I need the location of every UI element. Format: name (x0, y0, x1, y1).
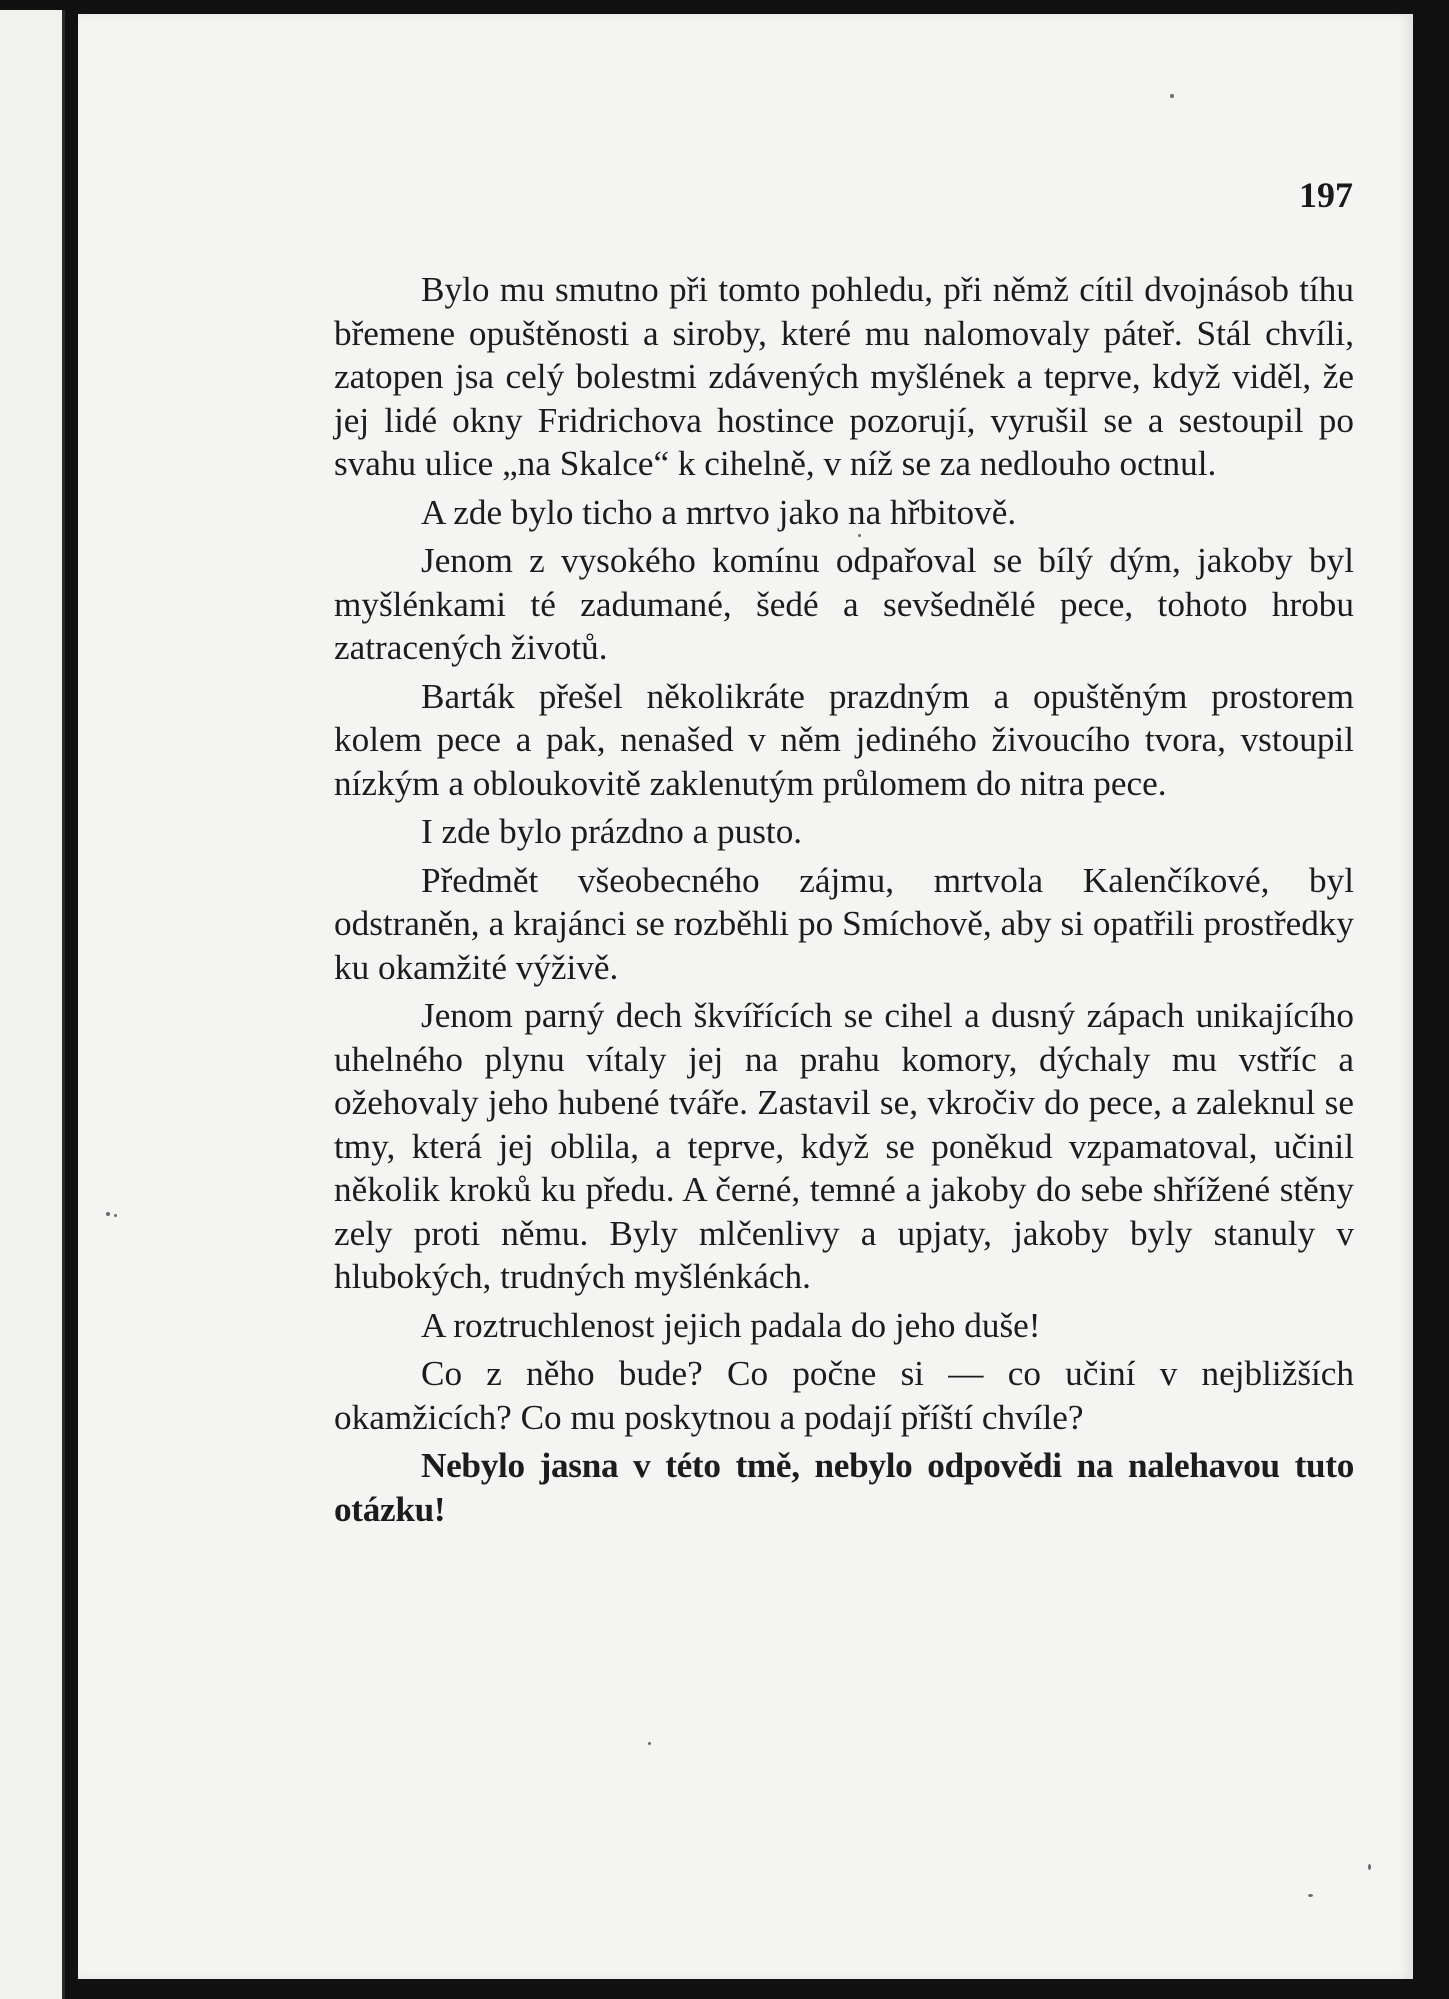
previous-page-edge (0, 10, 65, 1999)
paragraph: A roztruchlenost jejich padala do jeho duše! (421, 1305, 1041, 1345)
paragraph: Jenom parný dech škvířících se cihel a dusný zápach unikajícího uhelného plynu vítaly jej na prahu komory, dýchaly mu vstříc a ožehovaly jeho hubené tváře. Zastavil se, vkročiv do pece, a zaleknul se tmy, která jej oblila, a teprve, když se poněkud vzpamatoval, učinil několik kroků ku předu. A černé, temné a jakoby do sebe shřížené stěny zely proti němu. Byly mlčenlivy a upjaty, jakoby byly stanuly v hlubokých, trudných myšlénkách. (334, 996, 1354, 1296)
scan-speck (858, 534, 861, 537)
scan-speck (1368, 1864, 1371, 1870)
paragraph: I zde bylo prázdno a pusto. (421, 812, 803, 851)
paragraph: Co z něho bude? Co počne si — co učiní v nejbližších okamžicích? Co mu poskytnou a podají příští chvíle? (334, 1354, 1354, 1437)
paragraph: Předmět všeobecného zájmu, mrtvola Kalenčíkové, byl odstraněn, a krajánci se rozběhli po Smíchově, aby si opatřili prostředky ku okamžité výživě. (334, 860, 1354, 987)
scan-speck (1308, 1894, 1313, 1897)
paragraph: Jenom z vysokého komínu odpařoval se bílý dým, jakoby byl myšlénkami té zadumané, šedé a sevšednělé pece, tohoto hrobu zatracených životů. (334, 541, 1354, 667)
book-page (78, 14, 1413, 1979)
paragraph: Nebylo jasna v této tmě, nebylo odpovědi na nalehavou tuto otázku! (334, 1446, 1354, 1529)
paragraph: A zde bylo ticho a mrtvo jako na hřbitově. (421, 492, 1017, 532)
scan-speck (648, 1742, 651, 1745)
scan-speck (114, 1214, 117, 1217)
scan-speck (1170, 94, 1174, 98)
page-number: 197 (1299, 175, 1353, 215)
body-text (334, 268, 1354, 1536)
paragraph: Bylo mu smutno při tomto pohledu, při němž cítil dvojnásob tíhu břemene opuštěnosti a siroby, které mu nalomovaly páteř. Stál chvíli, zatopen jsa celý bolestmi zdávených myšlének a teprve, když viděl, že jej lidé okny Fridrichova hostince pozorují, vyrušil se a sestoupil po svahu ulice „na Skalce“ k cihelně, v níž se za nedlouho octnul. (334, 270, 1354, 483)
scan-speck (106, 1212, 110, 1216)
paragraph: Barták přešel několikráte prazdným a opuštěným prostorem kolem pece a pak, nenašed v něm jediného živoucího tvora, vstoupil nízkým a obloukovitě zaklenutým průlomem do nitra pece. (334, 676, 1354, 803)
